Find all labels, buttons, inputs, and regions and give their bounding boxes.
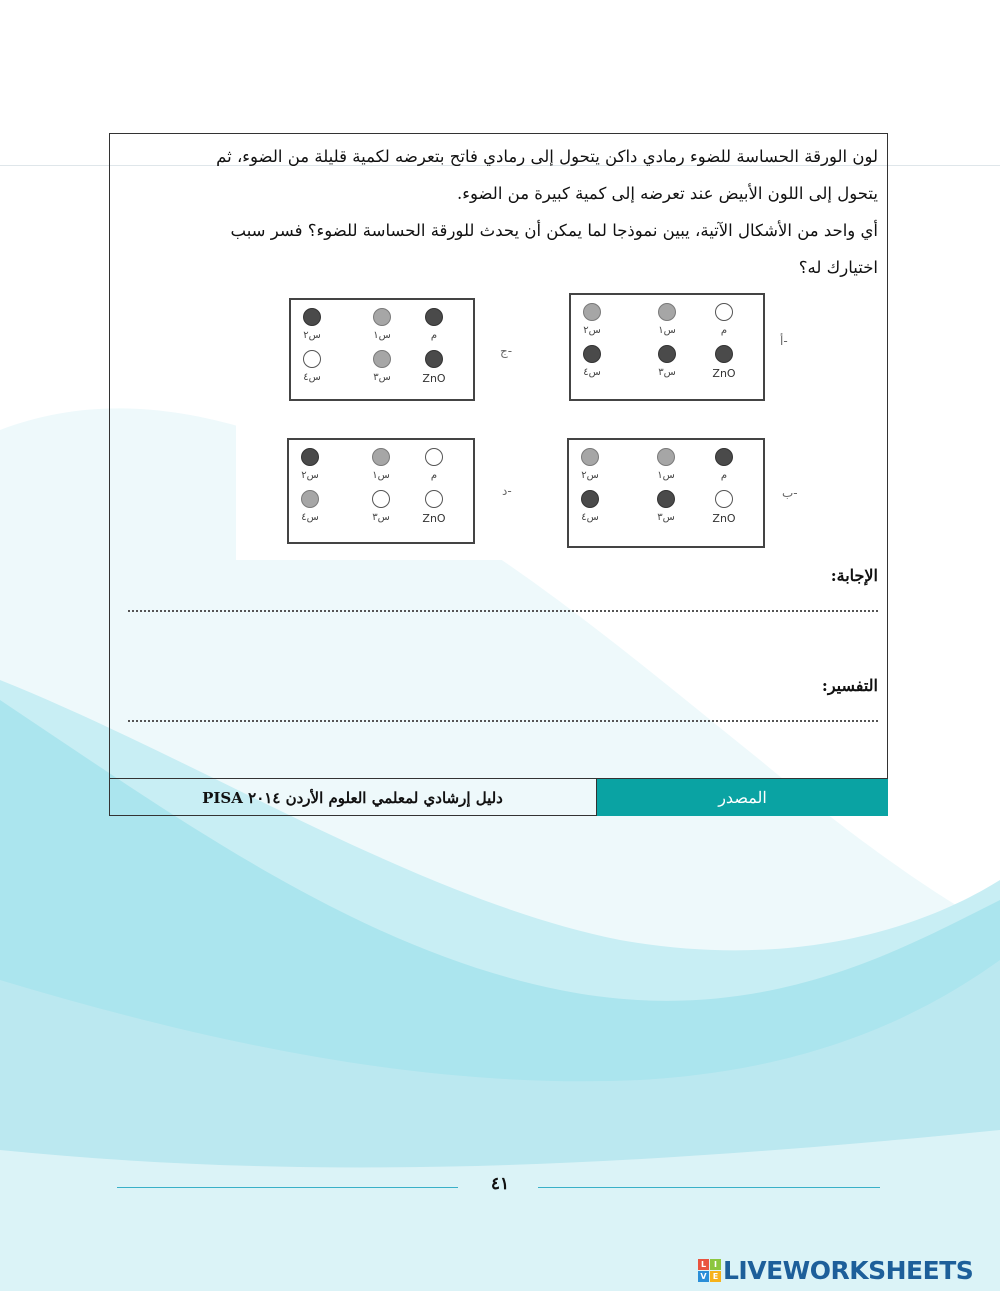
footer-rule-left [117, 1187, 458, 1188]
sample-dot [303, 350, 321, 368]
option-label-b: ب- [782, 486, 798, 500]
sample-dot [583, 303, 601, 321]
sample-label: س١ [657, 470, 675, 481]
sample-label: ZnO [712, 512, 736, 525]
sample-dot [373, 308, 391, 326]
sample-label: ZnO [422, 372, 446, 385]
explanation-line[interactable] [128, 720, 878, 722]
sample-dot [303, 308, 321, 326]
sample-label: س٢ [301, 470, 319, 481]
question-text [125, 138, 878, 286]
sample-label: س١ [373, 330, 391, 341]
sample-dot [425, 448, 443, 466]
sample-dot [373, 350, 391, 368]
sample-label: م [430, 330, 438, 341]
sample-label: س٣ [658, 367, 676, 378]
sample-dot [657, 490, 675, 508]
answer-line[interactable] [128, 610, 878, 612]
option-panel-d [287, 438, 475, 544]
sample-label: م [720, 325, 728, 336]
sample-label: س٤ [301, 512, 319, 523]
sample-label: ZnO [422, 512, 446, 525]
sample-dot [583, 345, 601, 363]
question-line: يتحول إلى اللون الأبيض عند تعرضه إلى كمية كبيرة من الضوء. [456, 184, 878, 203]
sample-label: س٣ [373, 372, 391, 383]
option-label-j: ج- [500, 344, 513, 358]
sample-label: س٣ [372, 512, 390, 523]
option-panel-b [567, 438, 765, 548]
sample-dot [425, 308, 443, 326]
sample-label: س٢ [581, 470, 599, 481]
logo-tiles-icon [698, 1259, 721, 1282]
sample-label: م [430, 470, 438, 481]
source-row [109, 778, 888, 816]
logo-tile: E [710, 1271, 721, 1282]
sample-label: س٤ [581, 512, 599, 523]
sample-dot [657, 448, 675, 466]
sample-label: س١ [372, 470, 390, 481]
options-figure [236, 278, 818, 560]
explanation-label: التفسير: [821, 676, 878, 695]
question-line: أي واحد من الأشكال الآتية، يبين نموذجا لما يمكن أن يحدث للورقة الحساسة للضوء؟ فسر سبب [230, 221, 878, 240]
sample-dot [372, 448, 390, 466]
footer-rule-right [538, 1187, 880, 1188]
sample-dot [301, 448, 319, 466]
option-label-d: د- [502, 484, 512, 498]
source-label: المصدر [597, 779, 888, 816]
logo-tile: L [698, 1259, 709, 1270]
option-panel-a [569, 293, 765, 401]
option-label-a: أ- [780, 334, 788, 348]
logo-tile: I [710, 1259, 721, 1270]
sample-label: س٣ [657, 512, 675, 523]
option-panel-j [289, 298, 475, 401]
sample-label: س١ [658, 325, 676, 336]
sample-dot [715, 345, 733, 363]
question-line: لون الورقة الحساسة للضوء رمادي داكن يتحول إلى رمادي فاتح بتعرضه لكمية قليلة من الضوء، ثم [216, 147, 878, 166]
sample-label: س٢ [583, 325, 601, 336]
sample-dot [372, 490, 390, 508]
sample-dot [658, 345, 676, 363]
sample-label: س٢ [303, 330, 321, 341]
sample-dot [581, 448, 599, 466]
sample-dot [425, 350, 443, 368]
question-line: اختيارك له؟ [798, 258, 878, 277]
sample-label: م [720, 470, 728, 481]
logo-tile: V [698, 1271, 709, 1282]
sample-dot [301, 490, 319, 508]
sample-label: ZnO [712, 367, 736, 380]
sample-label: س٤ [303, 372, 321, 383]
page-number: ٤١ [490, 1174, 510, 1194]
sample-dot [715, 490, 733, 508]
sample-dot [715, 448, 733, 466]
sample-dot [581, 490, 599, 508]
sample-dot [715, 303, 733, 321]
sample-dot [658, 303, 676, 321]
brand-name: LIVEWORKSHEETS [723, 1255, 974, 1285]
sample-label: س٤ [583, 367, 601, 378]
liveworksheets-logo [698, 1255, 973, 1285]
answer-label: الإجابة: [830, 566, 878, 585]
sample-dot [425, 490, 443, 508]
source-text: دليل إرشادي لمعلمي العلوم الأردن ٢٠١٤ PISA [109, 779, 597, 816]
